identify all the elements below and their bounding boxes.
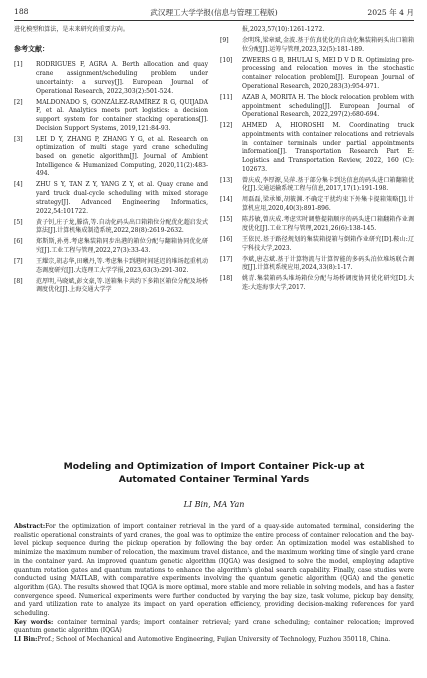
abstract-label: Abstract:	[14, 523, 46, 530]
reference-item	[14, 136, 208, 180]
issue-date: 2025 年 4 月	[367, 8, 414, 17]
reference-number: [6]	[14, 238, 23, 246]
reference-item	[220, 26, 414, 35]
reference-item	[220, 94, 414, 120]
english-abstract-block	[14, 460, 414, 645]
reference-text: RODRIGUES F, AGRA A. Berth allocation and quay crane assignment/scheduling problem under uncertainty: a survey[J]. European Journal of Operational Research, 2022,303(2):501-524.	[36, 61, 208, 95]
reference-number: [14]	[220, 196, 233, 204]
reference-number: [3]	[14, 135, 23, 143]
reference-text: ZWEERS G B, BHULAI S, MEI D V D R. Optimizing pre-processing and relocation moves in the stochastic container relocation problem[J]. European Journal of Operational Research, 2020,283(3):954-971.	[242, 56, 414, 90]
references-heading: 参考文献：	[14, 44, 49, 53]
reference-text: AZAB A, MORITA H. The block relocation problem with appointment scheduling[J]. European Journal of Operational Research, 2022,297(2):680-694.	[242, 93, 414, 119]
author-info	[14, 636, 414, 645]
reference-text: 王耀宗,胡志华,田曦丹,等.考虑集卡到港时间延迟的堆场起重机动态调度研究[J].大连理工大学学报,2023,63(3):291-302.	[36, 257, 208, 274]
abstract-text: For the optimization of import container retrieval in the yard of a quay-side automated terminal, considering the realistic operational constraints of yard cranes, the goal was to optimize the entire process of container relocation and the bay-level pickup sequence during the pickup operation by following the bay order. An optimization model was established to minimize the maximum number of relocation, the maximum travel distance, and the maximum working time of single yard crane in the container yard. An improved quantum genetic algorithm (IQGA) was designed to solve the model, employing adaptive quantum rotation gates and quantum mutations to enhance the algorithm's global search capability. Finally, case studies were conducted using MATLAB, with comparative experiments involving the quantum genetic algorithm (QGA) and the genetic algorithm (GA). The results showed that IQGA is more optimal, more stable and more reliable in solving models, and has a faster convergence speed. Numerical experiments were further conducted by varying the bay size, task volume, pickup bay density, and yard utilization rate to analyze its impact on yard operation efficiency, providing decision-making references for yard scheduling.	[14, 523, 414, 618]
author-info-text: Prof.; School of Mechanical and Automotive Engineering, Fujian University of Technology, Fuzhou 350118, China.	[37, 636, 391, 644]
reference-number: [11]	[220, 93, 233, 101]
english-title	[14, 460, 414, 486]
reference-text: 郑斯斯,孙勇.考虑集装箱同步出港的箱位分配与翻箱协同优化研究[J].工业工程与管理,2022,27(3):33-43.	[36, 238, 208, 254]
references-list-right	[220, 26, 414, 293]
reference-text: 姚青.集装箱码头堆场箱位分配与场桥调度协同优化研究[D].大连:大连海事大学,2017.	[242, 275, 414, 291]
reference-number: [4]	[14, 181, 23, 189]
reference-item	[14, 99, 208, 134]
reference-number: [2]	[14, 98, 23, 106]
journal-title: 武汉理工大学学报(信息与管理工程版)	[150, 8, 278, 17]
english-abstract	[14, 523, 414, 619]
reference-item	[220, 256, 414, 273]
references-list-left	[14, 61, 208, 295]
reference-text: 黄子钊,庄子龙,滕浩,等.自动化码头出口箱箱位分配优化超启发式算法[J].计算机集成制造系统,2022,28(8):2619-2632.	[36, 218, 208, 235]
reference-item	[14, 219, 208, 236]
reference-number: [18]	[220, 275, 233, 283]
reference-number: [10]	[220, 56, 233, 64]
reference-item	[220, 275, 414, 292]
running-header	[14, 6, 414, 20]
reference-text: AHMED A, HIOROSHI M. Coordinating truck appointments with container relocations and retrievals in container terminals under partial appointments information[J]. Transportation Research Part E: Logistics and Transportation Review, 2022, 160 (C): 102673.	[242, 122, 414, 173]
reference-text: 余明珠,梁章斌,金波.基于仿真优化的自动化集装箱码头出口箱箱位分配[J].运筹与管理,2023,32(5):181-189.	[242, 37, 414, 53]
reference-number: [17]	[220, 255, 233, 263]
keywords-label: Key words:	[14, 618, 54, 626]
reference-text: 周磊磊,梁承姬,胡筱渊.不确定干扰约束下外集卡提箱策略[J].计算机应用,2020,40(3):891-896.	[242, 196, 414, 213]
reference-text: 王依民.基于路径规划的集装箱提箱与倒箱作业研究[D].鞍山:辽宁科技大学,2023.	[242, 235, 414, 252]
reference-number: [12]	[220, 122, 233, 130]
reference-item	[14, 258, 208, 275]
reference-item	[220, 177, 414, 194]
body-paragraph-tail: 进化模型和算法，是未来研究的重要方向。	[14, 26, 129, 33]
keywords	[14, 619, 414, 636]
reference-item	[220, 216, 414, 233]
left-column	[14, 26, 208, 297]
reference-item	[14, 61, 208, 96]
reference-number: [13]	[220, 176, 233, 184]
reference-number: [16]	[220, 235, 233, 243]
english-title-line-2: Automated Container Terminal Yards	[118, 474, 310, 485]
reference-number: [1]	[14, 61, 23, 69]
reference-item	[220, 37, 414, 54]
reference-item	[220, 122, 414, 174]
english-title-line-1: Modeling and Optimization of Import Container Pick-up at	[63, 461, 365, 472]
reference-item	[14, 181, 208, 216]
reference-item	[220, 196, 414, 213]
reference-text: 报,2023,57(10):1261-1272.	[242, 26, 325, 33]
reference-text: 范厚明,马晓斌,彭文豪,等.送箱集卡共约下多箱区箱位分配及场桥调度优化[J].上海交通大学学	[36, 277, 208, 294]
reference-number: [15]	[220, 216, 233, 224]
reference-item	[14, 238, 208, 255]
reference-text: MALDONADO S, GONZÁLEZ-RAMÍREZ R G, QUIJADA F, et al. Analytics meets port logistics: a decision support system for container stacking operations[J]. Decision Support Systems, 2019,121:84-93.	[36, 98, 208, 132]
author-info-label: LI Bin:	[14, 636, 38, 644]
reference-item	[220, 57, 414, 92]
reference-text: 李斌,唐志斌.基于计算物流与计算智能的多码头泊位堆场联合调度[J].计算机系统应用,2024,33(8):1-17.	[242, 255, 414, 272]
reference-text: 陈苏敏,曾庆成.考虑实时调整提箱顺序的码头进口箱翻箱作业调度优化[J].工业工程与管理,2021,26(6):138-145.	[242, 216, 414, 232]
reference-item	[14, 278, 208, 295]
reference-number: [8]	[14, 277, 23, 285]
reference-text: 曾庆成,李厚源,吴萍.基于部分集卡到达信息的码头进口箱翻箱优化[J].交通运输系统工程与信息,2017,17(1):191-198.	[242, 176, 414, 193]
page-number: 188	[14, 7, 29, 16]
english-authors: LI Bin, MA Yan	[183, 500, 245, 509]
reference-number: [9]	[220, 37, 229, 44]
keywords-text: container terminal yards; import container retrieval; yard crane scheduling; container relocation; improved quantum genetic algorithm (IQGA)	[14, 618, 415, 635]
right-column	[220, 26, 414, 295]
header-rule	[14, 20, 414, 21]
reference-number: [7]	[14, 257, 23, 265]
reference-text: LEI D Y, ZHANG P, ZHANG Y G, et al. Research on optimization of multi stage yard crane scheduling based on genetic algorithm[J]. Journal of Ambient Intelligence & Humanized Computing, 2020,11(2):483-494.	[36, 135, 208, 178]
reference-item	[220, 236, 414, 253]
reference-text: ZHU S Y, TAN Z Y, YANG Z Y, et al. Quay crane and yard truck dual-cycle scheduling with mixed storage strategy[J]. Advanced Engineering Informatics, 2022,54:101722.	[36, 181, 208, 215]
reference-number: [5]	[14, 218, 23, 226]
